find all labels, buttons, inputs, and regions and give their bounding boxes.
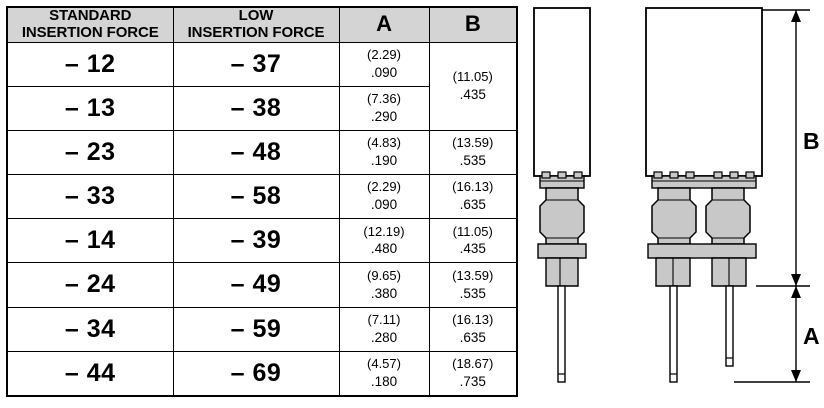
cell-a-mm: (4.83): [367, 135, 401, 151]
cell-a-mm: (9.65): [367, 267, 401, 283]
table-row: [7, 351, 517, 396]
dual-row-connector-drawing: [646, 8, 762, 382]
cell-dimension-a: [339, 42, 429, 86]
cell-dimension-b: [429, 130, 517, 174]
cell-standard-code: – 44: [7, 351, 173, 396]
cell-b-mm: (18.67): [452, 356, 494, 372]
connector-drawing-svg: [520, 0, 824, 403]
cell-b-mm: (11.05): [452, 223, 493, 239]
cell-standard-code: – 12: [7, 42, 173, 86]
cell-b-in: .535: [459, 285, 486, 301]
cell-low-code: – 58: [173, 175, 339, 219]
cell-a-mm: (7.11): [367, 311, 401, 327]
cell-a-in: .180: [370, 374, 398, 390]
table-body: [7, 42, 517, 396]
cell-dimension-b: [429, 42, 517, 130]
cell-a-in: .290: [370, 109, 398, 124]
cell-a-in: .090: [370, 197, 398, 213]
table-row: [7, 130, 517, 174]
cell-b-mm: (11.05): [452, 69, 493, 85]
table-row: [7, 263, 517, 307]
cell-dimension-b: [429, 175, 517, 219]
table-row: [7, 175, 517, 219]
header-low-line1: LOW: [238, 7, 274, 24]
cell-a-mm: (2.29): [367, 179, 401, 195]
cell-low-code: – 59: [173, 307, 339, 351]
dimension-label-a: A: [803, 323, 820, 349]
cell-low-code: – 49: [173, 263, 339, 307]
cell-b-mm: (13.59): [452, 267, 494, 283]
cell-standard-code: – 34: [7, 307, 173, 351]
single-row-connector-drawing: [534, 8, 590, 382]
cell-a-in: .280: [370, 329, 398, 345]
header-low-insertion-force: [173, 7, 339, 42]
cell-a-mm: (7.36): [367, 91, 401, 107]
cell-dimension-a: [339, 175, 429, 219]
cell-low-code: – 39: [173, 219, 339, 263]
header-standard-line2: INSERTION FORCE: [21, 23, 159, 41]
cell-dimension-a: [339, 263, 429, 307]
cell-b-in: .535: [459, 153, 486, 169]
cell-standard-code: – 33: [7, 175, 173, 219]
cell-a-mm: (12.19): [363, 223, 405, 239]
cell-standard-code: – 23: [7, 130, 173, 174]
table-header: [7, 7, 517, 42]
header-dimension-a: A: [339, 7, 429, 42]
cell-a-in: .190: [370, 153, 398, 169]
cell-low-code: – 37: [173, 42, 339, 86]
cell-b-mm: (13.59): [452, 135, 494, 151]
cell-dimension-b: [429, 351, 517, 396]
cell-b-in: .435: [459, 86, 486, 102]
cell-b-in: .635: [459, 329, 486, 345]
cell-a-in: .090: [370, 64, 398, 80]
cell-dimension-a: [339, 86, 429, 130]
cell-dimension-a: [339, 130, 429, 174]
cell-dimension-a: [339, 351, 429, 396]
table-row: [7, 219, 517, 263]
cell-dimension-a: [339, 307, 429, 351]
dimension-label-b: B: [803, 128, 820, 154]
header-standard-insertion-force: [7, 7, 173, 42]
cell-b-mm: (16.13): [452, 179, 494, 195]
cell-b-in: .635: [459, 197, 486, 213]
cell-dimension-b: [429, 219, 517, 263]
cell-b-in: .435: [459, 241, 486, 257]
table-row: [7, 42, 517, 86]
cell-a-mm: (4.57): [367, 356, 401, 372]
cell-b-in: .735: [459, 374, 486, 390]
cell-standard-code: – 13: [7, 86, 173, 130]
cell-low-code: – 48: [173, 130, 339, 174]
header-low-line2: INSERTION FORCE: [187, 23, 325, 41]
cell-dimension-b: [429, 263, 517, 307]
header-standard-line1: STANDARD: [49, 7, 132, 24]
connector-drawings: [520, 0, 824, 403]
cell-standard-code: – 14: [7, 219, 173, 263]
cell-standard-code: – 24: [7, 263, 173, 307]
cell-b-mm: (16.13): [452, 311, 494, 327]
cell-dimension-a: [339, 219, 429, 263]
cell-a-in: .380: [370, 285, 398, 301]
cell-a-mm: (2.29): [367, 46, 401, 62]
cell-a-in: .480: [370, 241, 398, 257]
specification-table-container: [6, 6, 518, 397]
table-row: [7, 307, 517, 351]
header-dimension-b: B: [429, 7, 517, 42]
cell-low-code: – 69: [173, 351, 339, 396]
table-header-row: [7, 7, 517, 42]
cell-dimension-b: [429, 307, 517, 351]
specification-table: [6, 6, 518, 397]
cell-low-code: – 38: [173, 86, 339, 130]
